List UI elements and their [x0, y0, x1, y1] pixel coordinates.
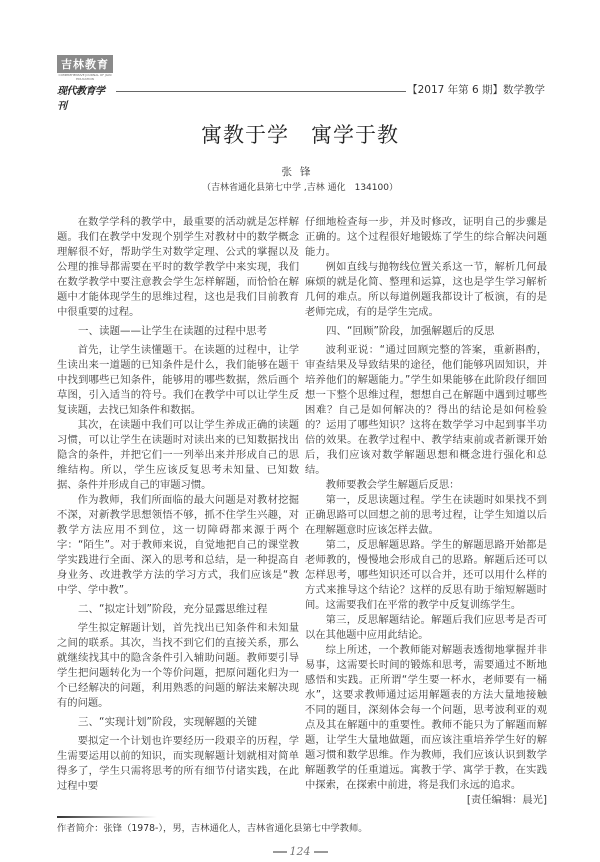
author-affiliation: （吉林省通化县第七中学 ,吉林 通化 134100）: [202, 183, 398, 193]
right-column: [305, 215, 547, 808]
logo-script: 现代教育学刊: [57, 86, 105, 112]
logo-text: 吉林教育: [57, 55, 113, 73]
article-title: 寓教于学 寓学于教: [201, 123, 399, 147]
left-column: [57, 215, 299, 794]
paragraph: 作为教师，我们所面临的最大问题是对教材挖掘不深，对新教学思想领悟不够，抓不住学生兴趣，对教学方法应用不到位，这一切障碍都来源于两个字：“陌生”。对于教师来说，自觉地把自己的课堂教学实践进行全面、深入的思考和总结，是一种提高自身业务、改进教学方法的学习方式，我们应该是“教中学、学中教”。: [57, 494, 299, 596]
paragraph: 首先，让学生读懂题干。在读题的过程中，让学生读出来一道题的已知条件是什么，我们能够在题干中找到哪些已知条件，能够用的哪些数据，然后画个草图，引入适当的符号。我们在教学中可以让学生反复读题，去找已知条件和数据。: [57, 344, 299, 416]
paragraph: 第二，反思解题思路。学生的解题思路开始都是老师教的，慢慢地会形成自己的思路。解题后还可以怎样思考，哪些知识还可以合并，还可以用什么样的方式来推导这个结论？这样的反思有助于缩短解题时间。这需要我们在平常的教学中反复训练学生。: [305, 539, 547, 611]
section-heading: 一、读题——让学生在读题的过程中思考: [78, 325, 267, 337]
editor-credit: [责任编辑：晨光]: [466, 794, 547, 806]
page-number-text: 124: [289, 845, 311, 858]
paragraph: 学生拟定解题计划，首先找出已知条件和未知量之间的联系。其次，当找不到它们的直接关系，那么就继续找其中的隐含条件引入辅助问题。教师要引导学生把问题转化为一个等价问题，把原问题化归为一个已经解决的问题，利用熟悉的问题的解法来解决现有的问题。: [57, 622, 299, 709]
paragraph: 教师要教会学生解题后反思：: [325, 479, 460, 491]
paragraph: 要拟定一个计划也许要经历一段艰辛的历程，学生需要运用以前的知识，而实现解题计划就相对简单得多了，学生只需将思考的所有细节付诸实践，在此过程中要: [57, 735, 299, 792]
page-number: [0, 845, 600, 858]
footnote-rule: [57, 816, 157, 818]
logo-subtitle: COMPREHENSIVE JOURNAL OF JILIN EDUCATION: [58, 73, 112, 81]
section-heading: 四、“回顾”阶段，加强解题后的反思: [326, 325, 495, 337]
paragraph: 其次，在读题中我们可以让学生养成正确的读题习惯，可以让学生在读题时对读出来的已知数据找出隐含的条件，并把它们一一列举出来并形成自己的思维结构。所以，学生应该反复思考未知量、已知数据、条件并形成自己的审题习惯。: [57, 419, 299, 491]
paragraph: 综上所述，一个教师能对解题表透彻地掌握并非易事，这需要长时间的锻炼和思考，需要通过不断地感悟和实践。正所谓“学生要一杯水，老师要有一桶水”，这要求教师通过运用解题表的方法大量地接触不同的题目，深刻体会每一个问题，思考波利亚的观点及其在解题中的重要性。教师不能只为了解题而解题，让学生大量地做题，而应该注重培养学生好的解题习惯和数学思维。作为教师，我们应该认识到数学解题教学的任重道远。寓教于学、寓学于教，在实践中探索，在探索中前进，将是我们永远的追求。: [305, 644, 547, 791]
section-heading: 二、“拟定计划”阶段，充分显露思维过程: [78, 603, 268, 615]
header-rule: [116, 91, 406, 92]
paragraph: 在数学学科的教学中，最重要的活动就是怎样解题。我们在教学中发现个别学生对教材中的数学概念理解很不好，帮助学生对数学定理、公式的掌握以及公理的推导都需要在平时的数学教学中来实现，我们在数学教学中要注意教会学生怎样解题，而恰恰在解题中才能体现学生的思维过程，这也是我们目前教育中很重要的过程。: [57, 216, 299, 318]
paragraph: 第一，反思读题过程。学生在读题时如果找不到正确思路可以回想之前的思考过程，让学生知道以后在理解题意时应该怎样去做。: [305, 494, 547, 536]
paragraph: 波利亚说：“通过回顾完整的答案，重新斟酌，审查结果及导致结果的途径，他们能够巩固知识，并培养他们的解题能力。”学生如果能够在此阶段仔细回想一下整个思维过程，想想自己在解题中遇到过哪些困难？自己是如何解决的？得出的结论是如何检验的？运用了哪些知识？这将在数学学习中起到事半功倍的效果。在教学过程中、教学结束前或者新课开始后，我们应该对数学解题思想和概念进行强化和总结。: [305, 344, 547, 476]
paragraph: 仔细地检查每一步，并及时修改，证明自己的步骤是正确的。这个过程很好地锻炼了学生的综合解决问题能力。: [305, 216, 547, 258]
article-author: 张锋: [281, 166, 319, 178]
paragraph: 例如直线与抛物线位置关系这一节，解析几何最麻烦的就是化简、整理和运算，这也是学生学习解析几何的难点。所以每道例题我都设计了板演，有的是老师完成，有的是学生完成。: [305, 261, 547, 318]
issue-label: 【2017 年第 6 期】数学教学: [407, 84, 545, 96]
section-heading: 三、“实现计划”阶段，实现解题的关键: [78, 716, 257, 728]
paragraph: 第三，反思解题结论。解题后我们应思考是否可以在其他题中应用此结论。: [305, 614, 547, 641]
author-footnote: 作者简介：张锋（1978-），男，吉林通化人，吉林省通化县第七中学教师。: [57, 823, 368, 834]
journal-logo: [57, 55, 113, 112]
